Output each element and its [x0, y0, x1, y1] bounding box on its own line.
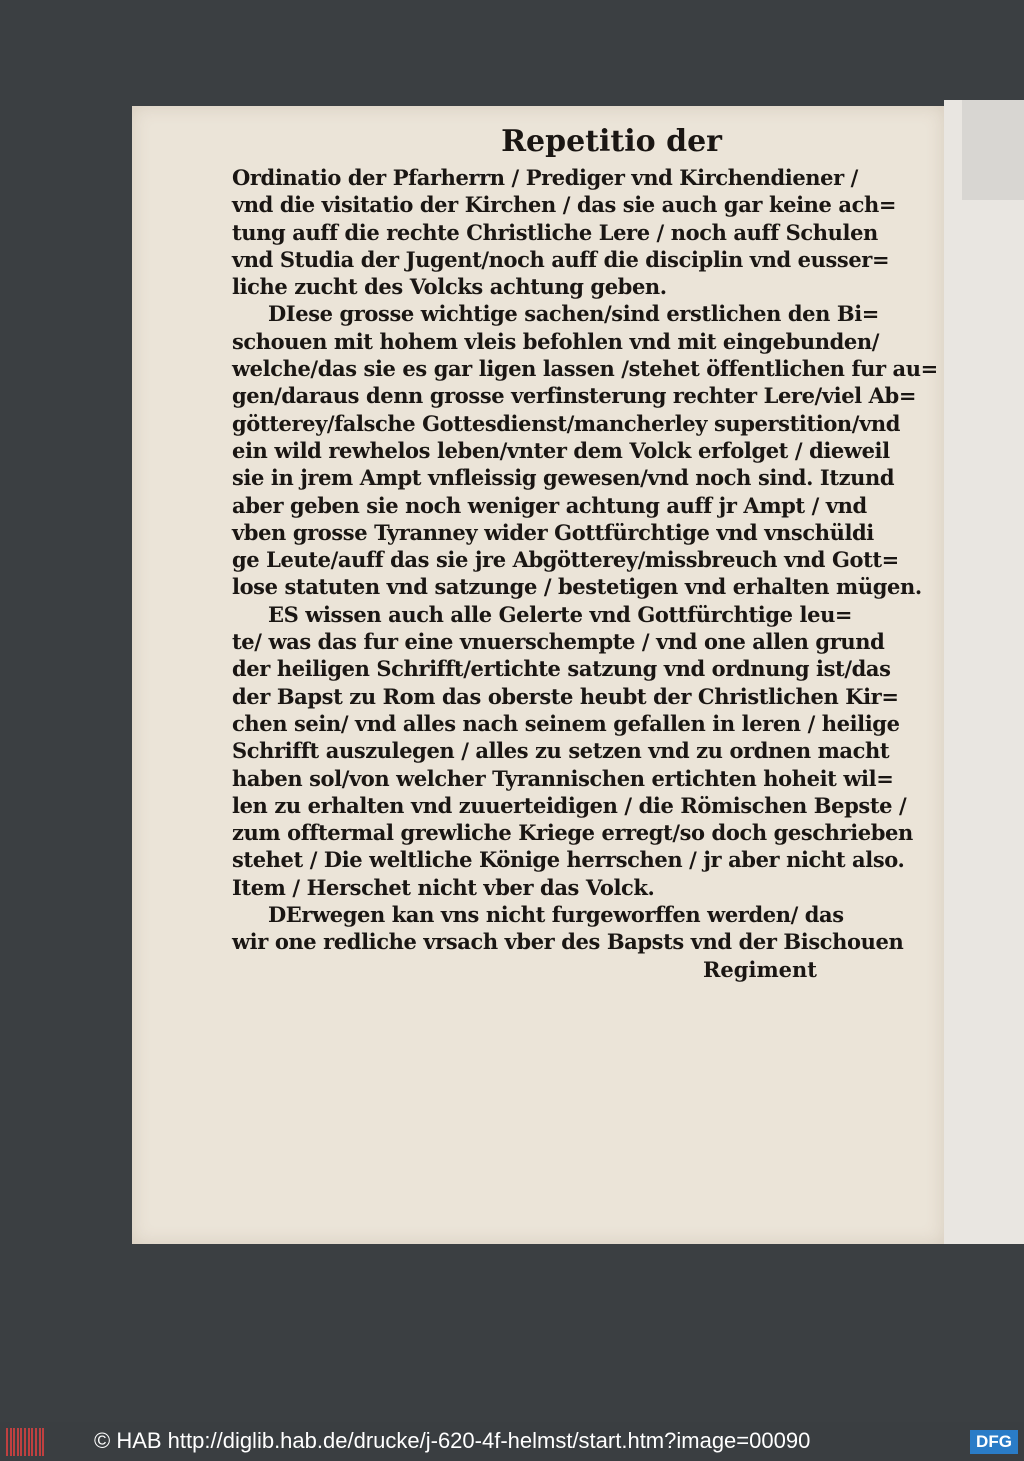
text-line: vnd Studia der Jugent/noch auff die disciplin vnd eusser= [232, 246, 890, 272]
barcode-icon [6, 1428, 46, 1456]
text-line: ES wissen auch alle Gelerte vnd Gottfürchtige leu= [268, 601, 853, 627]
copyright-url[interactable]: © HAB http://diglib.hab.de/drucke/j-620-4f-helmst/start.htm?image=00090 [94, 1428, 811, 1453]
text-line: aber geben sie noch weniger achtung auff jr Ampt / vnd [232, 492, 867, 518]
page-text [232, 120, 938, 983]
text-line: ein wild rewhelos leben/vnter dem Volck erfolget / dieweil [232, 437, 890, 463]
running-head: Repetitio der [501, 124, 722, 159]
text-line: gen/daraus denn grosse verfinsterung rechter Lere/viel Ab= [232, 383, 917, 409]
text-line: len zu erhalten vnd zuuerteidigen / die Römischen Bepste / [232, 792, 907, 818]
barcode-bar [28, 1428, 30, 1456]
text-line: vben grosse Tyranney wider Gottfürchtige vnd vnschüldi [232, 519, 874, 545]
text-line: der Bapst zu Rom das oberste heubt der Christlichen Kir= [232, 683, 899, 709]
text-line: wir one redliche vrsach vber des Bapsts vnd der Bischouen [232, 929, 904, 955]
barcode-bar [6, 1428, 8, 1456]
text-line: DErwegen kan vns nicht furgeworffen werden/ das [268, 902, 844, 928]
facing-page-edge [944, 100, 1024, 1244]
text-line: Item / Herschet nicht vber das Volck. [232, 874, 655, 900]
barcode-bar [10, 1428, 12, 1456]
text-line: lose statuten vnd satzunge / bestetigen vnd erhalten mügen. [232, 574, 922, 600]
barcode-bar [17, 1428, 19, 1456]
text-line: welche/das sie es gar ligen lassen /stehet öffentlichen fur au= [232, 356, 938, 382]
barcode-bar [13, 1428, 15, 1456]
text-line: Schrifft auszulegen / alles zu setzen vnd zu ordnen macht [232, 738, 890, 764]
text-line: DIese grosse wichtige sachen/sind erstlichen den Bi= [268, 301, 879, 327]
barcode-bar [35, 1428, 37, 1456]
text-line: liche zucht des Volcks achtung geben. [232, 274, 667, 300]
barcode-bar [31, 1428, 33, 1456]
viewer-footer [0, 1422, 1024, 1461]
text-line: haben sol/von welcher Tyrannischen ertichten hoheit wil= [232, 765, 894, 791]
dfg-logo[interactable]: DFG [970, 1430, 1018, 1454]
barcode-bar [42, 1428, 44, 1456]
text-line: sie in jrem Ampt vnfleissig gewesen/vnd noch sind. Itzund [232, 465, 895, 491]
text-line: schouen mit hohem vleis befohlen vnd mit eingebunden/ [232, 328, 879, 354]
text-line: chen sein/ vnd alles nach seinem gefallen in leren / heilige [232, 710, 900, 736]
text-line: götterey/falsche Gottesdienst/mancherley superstition/vnd [232, 410, 901, 436]
text-line: te/ was das fur eine vnuerschempte / vnd one allen grund [232, 629, 885, 655]
text-line: zum offtermal grewliche Kriege erregt/so doch geschrieben [232, 820, 913, 846]
barcode-bar [20, 1428, 22, 1456]
barcode-bar [24, 1428, 26, 1456]
text-line: tung auff die rechte Christliche Lere / noch auff Schulen [232, 219, 878, 245]
text-line: Ordinatio der Pfarherrn / Prediger vnd Kirchendiener / [232, 165, 858, 190]
text-lines [232, 164, 938, 956]
text-line: stehet / Die weltliche Könige herrschen / jr aber nicht also. [232, 847, 905, 873]
catchword: Regiment [702, 956, 817, 982]
text-line: ge Leute/auff das sie jre Abgötterey/missbreuch vnd Gott= [232, 547, 899, 573]
page-curl [962, 100, 1024, 200]
barcode-bar [39, 1428, 41, 1456]
text-line: der heiligen Schrifft/ertichte satzung vnd ordnung ist/das [232, 656, 891, 682]
text-line: vnd die visitatio der Kirchen / das sie auch gar keine ach= [232, 192, 897, 218]
